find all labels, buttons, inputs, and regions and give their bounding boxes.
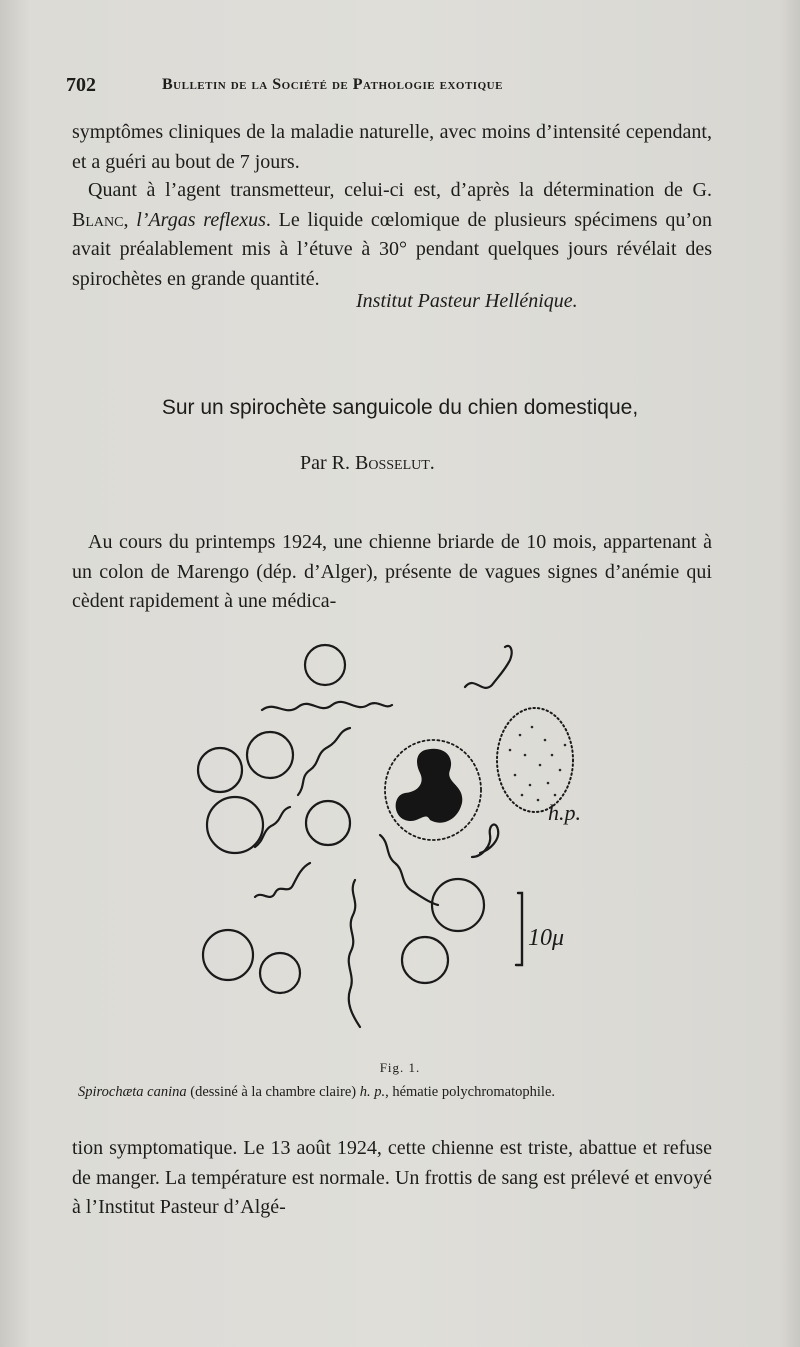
red-cell — [247, 732, 293, 778]
red-cell — [305, 645, 345, 685]
spirochete — [380, 835, 438, 905]
caption-text-b: , hématie polychromatophile. — [385, 1084, 556, 1100]
red-cell — [203, 930, 253, 980]
author-prefix: Par R. — [300, 452, 355, 474]
red-cell — [402, 937, 448, 983]
spirochete — [262, 702, 392, 710]
species-name: l’Argas reflexus — [136, 208, 266, 231]
author-name: Bosselut. — [355, 452, 435, 474]
red-cell — [306, 801, 350, 845]
spirochete — [298, 728, 350, 795]
polychromatophilic-cell — [497, 708, 573, 812]
running-head: Bulletin de la Société de Pathologie exotique — [162, 76, 503, 93]
figure-label: Fig. 1. — [379, 1060, 421, 1075]
red-cell — [260, 953, 300, 993]
spirochete — [465, 646, 512, 688]
author-name-blanc: Blanc — [72, 208, 124, 231]
paragraph-vector-comma: , — [123, 208, 137, 231]
paragraph-intro: Au cours du printemps 1924, une chienne briarde de 10 mois, appartenant à un colon de Marengo (dép. d’Alger), présente de vagues signes d’anémie qui cèdent rapidement à une médica- — [72, 531, 712, 612]
spirochete — [472, 825, 498, 857]
page-number: 702 — [66, 74, 96, 96]
caption-species: Spirochæta canina — [78, 1084, 187, 1100]
scale-bar — [516, 893, 522, 965]
leucocyte-nucleus — [396, 749, 463, 823]
caption-text-a: (dessiné à la chambre claire) — [186, 1084, 360, 1100]
red-cell — [432, 879, 484, 931]
spirochete — [255, 863, 310, 897]
red-cell — [198, 748, 242, 792]
article-title: Sur un spirochète sanguicole du chien domestique, — [161, 396, 639, 419]
figure-caption — [78, 1084, 738, 1101]
affiliation: Institut Pasteur Hellénique. — [356, 290, 578, 312]
article-author — [300, 452, 435, 475]
polychromatophilic-stipple — [509, 726, 567, 802]
paragraph-vector-text-b: . Le liquide cœlomique de plusieurs spécimens qu’on avait préalablement mis à l’étuve à 30° pendant quelques jours révélait des spirochètes en grande quantité. — [72, 208, 713, 290]
page-header — [66, 70, 726, 100]
caption-hp: h. p. — [359, 1084, 386, 1100]
paragraph-vector-text-a: Quant à l’agent transmetteur, celui-ci est, d’après la détermination de G. — [88, 179, 712, 201]
spirochete — [349, 880, 360, 1027]
paragraph-continued: tion symptomatique. Le 13 août 1924, cette chienne est triste, abattue et refuse de manger. La température est normale. Un frottis de sang est prélevé et envoyé à l’Institut Pasteur d’Algé- — [72, 1137, 712, 1218]
paragraph-vector — [72, 176, 712, 294]
paragraph-continuation: symptômes cliniques de la maladie naturelle, avec moins d’intensité cependant, et a guéri au bout de 7 jours. — [72, 121, 712, 173]
red-cell — [207, 797, 263, 853]
spirochete-drawing — [180, 635, 600, 1045]
scale-label: 10μ — [528, 925, 565, 951]
hp-annotation: h.p. — [548, 800, 581, 825]
